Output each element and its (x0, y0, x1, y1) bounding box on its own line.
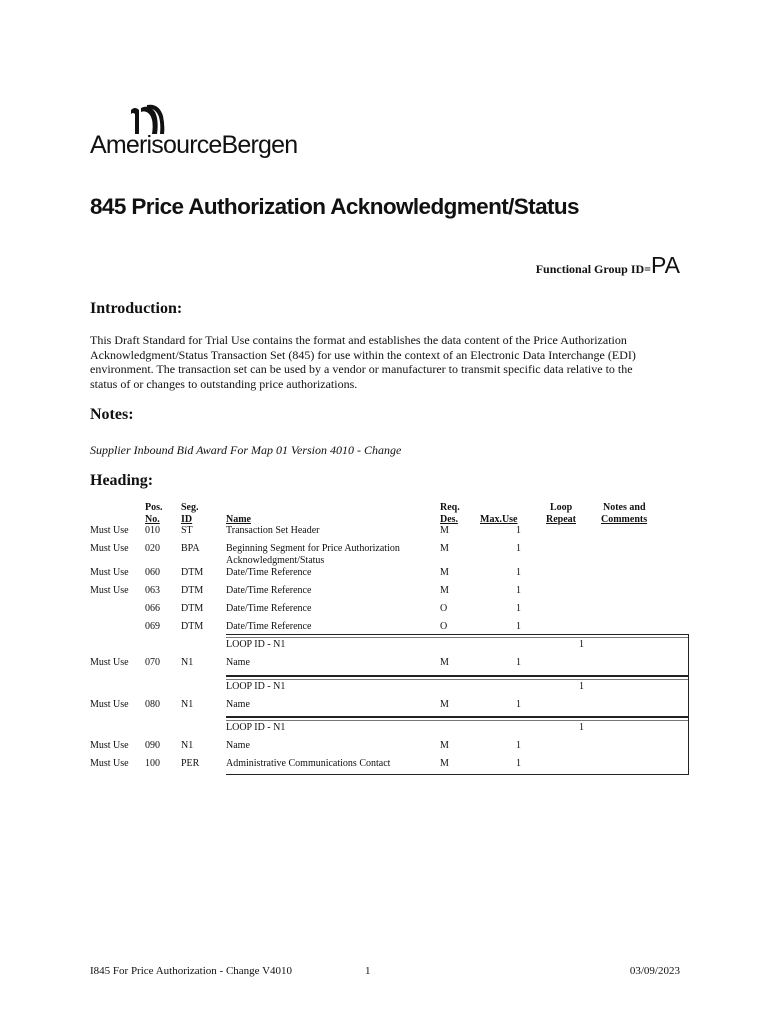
heading-section-title: Heading: (90, 472, 154, 489)
req-des-cell: M (440, 585, 449, 596)
loop-id-label: LOOP ID - N1 (226, 639, 286, 650)
col-notes-header: Notes and (603, 502, 646, 513)
segment-id-cell: BPA (181, 543, 200, 554)
functional-group-label: Functional Group ID= (535, 262, 652, 276)
position-cell: 069 (145, 621, 160, 632)
col-pos-header: Pos. (145, 502, 163, 513)
segment-name-cell: Transaction Set Header (226, 525, 320, 536)
requirement-cell: Must Use (90, 543, 129, 554)
segment-name-cell: Date/Time Reference (226, 567, 312, 578)
col-notes-header-2: Comments (601, 514, 648, 525)
footer-document-name: I845 For Price Authorization - Change V4010 (90, 965, 293, 977)
footer-date: 03/09/2023 (629, 965, 680, 977)
req-des-cell: O (440, 603, 448, 614)
col-max-use-header: Max.Use (480, 514, 518, 525)
req-des-cell: M (440, 543, 449, 554)
segment-id-cell: DTM (181, 585, 204, 596)
segment-name-cell: Date/Time Reference (226, 621, 312, 632)
req-des-cell: M (440, 525, 449, 536)
requirement-cell: Must Use (90, 567, 129, 578)
requirement-cell: Must Use (90, 525, 129, 536)
col-pos-header-2: No. (145, 514, 160, 525)
loop-repeat-value: 1 (579, 722, 584, 733)
segment-id-cell: DTM (181, 567, 204, 578)
intro-line: environment. The transaction set can be used by a vendor or manufacturer to transmit specific data relative to the (90, 362, 633, 377)
position-cell: 020 (145, 543, 160, 554)
loop-id-label: LOOP ID - N1 (226, 722, 286, 733)
segment-name-cell: Beginning Segment for Price Authorization (226, 543, 400, 554)
segment-id-cell: ST (181, 525, 193, 536)
loop-repeat-value: 1 (579, 639, 584, 650)
loop-n1-block (226, 676, 689, 717)
segment-id-cell: PER (181, 758, 200, 769)
notes-text: Supplier Inbound Bid Award For Map 01 Version 4010 - Change (90, 443, 402, 457)
col-loop-header: Loop (550, 502, 573, 513)
max-use-cell: 1 (516, 758, 521, 769)
segment-id-cell: N1 (181, 657, 194, 668)
max-use-cell: 1 (516, 543, 521, 554)
segment-id-cell: DTM (181, 603, 204, 614)
col-seg-header-2: ID (181, 514, 193, 525)
max-use-cell: 1 (516, 740, 521, 751)
position-cell: 060 (145, 567, 160, 578)
segment-name-cell: Date/Time Reference (226, 585, 312, 596)
position-cell: 066 (145, 603, 160, 614)
position-cell: 080 (145, 699, 160, 710)
col-name-header: Name (226, 514, 251, 525)
position-cell: 063 (145, 585, 160, 596)
req-des-cell: M (440, 567, 449, 578)
requirement-cell: Must Use (90, 699, 129, 710)
requirement-cell: Must Use (90, 740, 129, 751)
segment-name-cell: Name (226, 699, 250, 710)
loop-repeat-value: 1 (579, 681, 584, 692)
req-des-cell: M (440, 758, 449, 769)
segment-name-cell: Name (226, 740, 250, 751)
document-title: 845 Price Authorization Acknowledgment/Status (90, 194, 579, 219)
req-des-cell: M (440, 740, 449, 751)
segment-name-cell: Name (226, 657, 250, 668)
max-use-cell: 1 (516, 621, 521, 632)
segment-name-cell: Date/Time Reference (226, 603, 312, 614)
col-loop-header-2: Repeat (546, 514, 576, 525)
max-use-cell: 1 (516, 585, 521, 596)
max-use-cell: 1 (516, 567, 521, 578)
company-logo-text: AmerisourceBergen (90, 131, 298, 159)
functional-group-id (536, 252, 680, 279)
max-use-cell: 1 (516, 657, 521, 668)
footer-page-number: 1 (365, 965, 371, 977)
position-cell: 090 (145, 740, 160, 751)
functional-group-value: PA (651, 252, 680, 278)
introduction-heading: Introduction: (90, 300, 183, 317)
loop-n1-block (226, 634, 689, 676)
segment-id-cell: N1 (181, 740, 194, 751)
max-use-cell: 1 (516, 525, 521, 536)
col-seg-header: Seg. (181, 502, 199, 513)
max-use-cell: 1 (516, 603, 521, 614)
req-des-cell: M (440, 657, 449, 668)
requirement-cell: Must Use (90, 657, 129, 668)
introduction-body (90, 333, 690, 391)
col-req-header: Req. (440, 502, 460, 513)
col-req-header-2: Des. (440, 514, 459, 525)
loop-id-label: LOOP ID - N1 (226, 681, 286, 692)
notes-heading: Notes: (90, 406, 134, 423)
position-cell: 010 (145, 525, 160, 536)
position-cell: 070 (145, 657, 160, 668)
intro-line: status of or changes to outstanding price authorizations. (90, 376, 358, 391)
segment-name-cell-2: Acknowledgment/Status (226, 555, 325, 566)
intro-line: This Draft Standard for Trial Use contains the format and establishes the data content of the Price Authorization (90, 333, 627, 347)
requirement-cell: Must Use (90, 758, 129, 769)
segment-id-cell: N1 (181, 699, 194, 710)
intro-line: Acknowledgment/Status Transaction Set (845) for use within the context of an Electronic Data Interchange (EDI) (90, 347, 636, 362)
req-des-cell: O (440, 621, 448, 632)
segment-id-cell: DTM (181, 621, 204, 632)
position-cell: 100 (145, 758, 160, 769)
max-use-cell: 1 (516, 699, 521, 710)
requirement-cell: Must Use (90, 585, 129, 596)
segment-name-cell: Administrative Communications Contact (226, 758, 391, 769)
req-des-cell: M (440, 699, 449, 710)
